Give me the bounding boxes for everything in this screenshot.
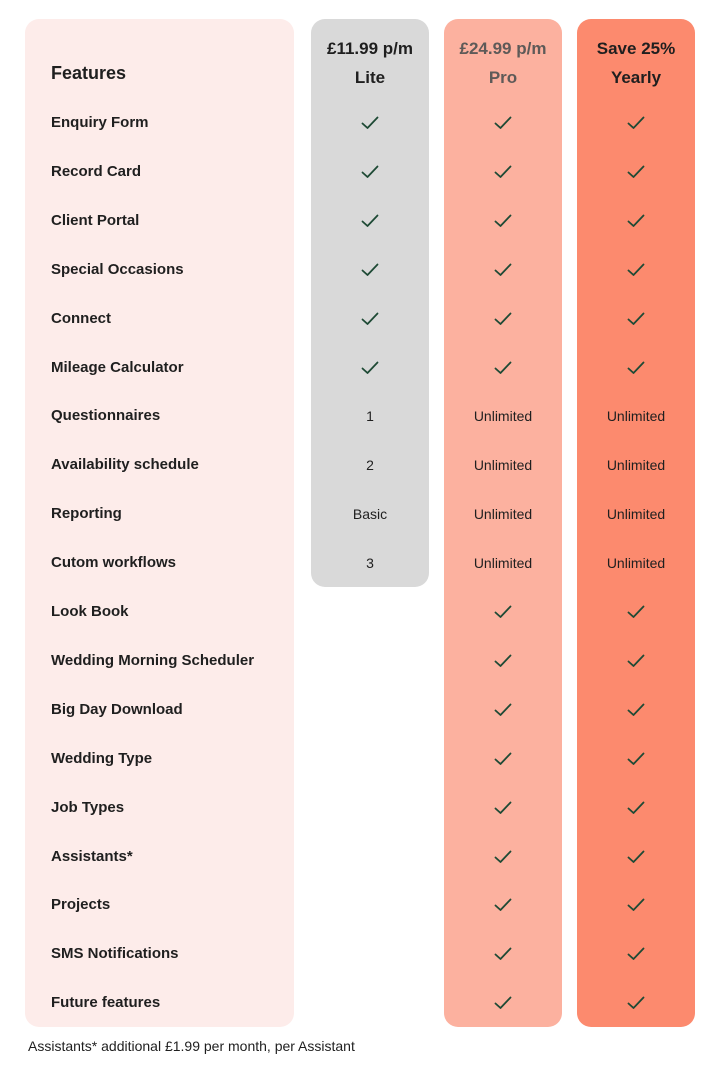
- feature-label: SMS Notifications: [51, 945, 179, 963]
- lite-value: 2: [366, 457, 374, 474]
- yearly-value: Unlimited: [606, 457, 666, 474]
- lite-value: 3: [366, 555, 374, 572]
- feature-row: [0, 600, 724, 624]
- check-icon: [444, 356, 562, 380]
- check-icon: [444, 307, 562, 331]
- feature-label: Mileage Calculator: [51, 358, 184, 376]
- check-icon: [577, 160, 695, 184]
- check-icon: [577, 796, 695, 820]
- feature-label: Projects: [51, 896, 111, 914]
- check-icon: [444, 698, 562, 722]
- feature-row: [0, 893, 724, 917]
- check-icon: [577, 209, 695, 233]
- lite-value: 1: [366, 408, 374, 425]
- pro-value: Unlimited: [473, 555, 533, 572]
- check-icon: [577, 747, 695, 771]
- yearly-plan-price: Save 25%: [596, 39, 676, 58]
- check-icon: [577, 111, 695, 135]
- check-icon: [577, 600, 695, 624]
- feature-label: Reporting: [51, 505, 122, 523]
- feature-row: [0, 698, 724, 722]
- pro-plan-price: £24.99 p/m: [459, 39, 547, 58]
- pro-value: Unlimited: [473, 506, 533, 523]
- check-icon: [577, 356, 695, 380]
- feature-row: [0, 404, 724, 428]
- feature-row: [0, 502, 724, 526]
- feature-label: Record Card: [51, 162, 142, 180]
- feature-label: Look Book: [51, 603, 129, 620]
- check-icon: [444, 649, 562, 673]
- feature-label: Wedding Type: [51, 749, 153, 767]
- check-icon: [444, 160, 562, 184]
- pro-value: Unlimited: [473, 408, 533, 425]
- pro-plan-header: [444, 34, 562, 92]
- check-icon: [444, 111, 562, 135]
- pro-value: Unlimited: [473, 457, 533, 474]
- feature-row: [0, 453, 724, 477]
- check-icon: [577, 991, 695, 1015]
- check-icon: [577, 893, 695, 917]
- check-icon: [311, 209, 429, 233]
- check-icon: [444, 747, 562, 771]
- check-icon: [444, 845, 562, 869]
- lite-plan-header: [311, 34, 429, 92]
- check-icon: [311, 307, 429, 331]
- feature-label: Enquiry Form: [51, 114, 149, 131]
- assistants-footnote: Assistants* additional £1.99 per month, per Assistant: [28, 1038, 355, 1054]
- features-title: Features: [51, 63, 127, 83]
- yearly-plan-name: Yearly: [610, 68, 662, 87]
- check-icon: [577, 258, 695, 282]
- check-icon: [311, 111, 429, 135]
- check-icon: [311, 160, 429, 184]
- check-icon: [444, 209, 562, 233]
- feature-row: [0, 796, 724, 820]
- lite-value: Basic: [352, 506, 388, 523]
- yearly-value: Unlimited: [606, 506, 666, 523]
- check-icon: [444, 258, 562, 282]
- check-icon: [444, 600, 562, 624]
- feature-row: [0, 551, 724, 575]
- feature-row: [0, 747, 724, 771]
- check-icon: [577, 307, 695, 331]
- check-icon: [577, 698, 695, 722]
- feature-row: [0, 307, 724, 331]
- lite-plan-price: £11.99 p/m: [326, 39, 413, 58]
- lite-plan-name: Lite: [354, 68, 386, 87]
- feature-label: Connect: [51, 309, 111, 327]
- feature-row: [0, 209, 724, 233]
- feature-label: Special Occasions: [51, 260, 184, 278]
- feature-row: [0, 991, 724, 1015]
- feature-row: [0, 160, 724, 184]
- check-icon: [444, 796, 562, 820]
- yearly-value: Unlimited: [606, 408, 666, 425]
- feature-label: Client Portal: [51, 211, 140, 229]
- feature-label: Big Day Download: [51, 700, 183, 718]
- feature-label: Future features: [51, 994, 161, 1012]
- feature-row: [0, 258, 724, 282]
- feature-row: [0, 942, 724, 966]
- pro-plan-name: Pro: [488, 68, 518, 87]
- yearly-plan-header: [577, 34, 695, 92]
- check-icon: [311, 258, 429, 282]
- check-icon: [444, 942, 562, 966]
- check-icon: [577, 942, 695, 966]
- check-icon: [311, 356, 429, 380]
- feature-label: Questionnaires: [51, 407, 161, 425]
- feature-row: [0, 845, 724, 869]
- check-icon: [444, 893, 562, 917]
- check-icon: [577, 649, 695, 673]
- feature-row: [0, 111, 724, 135]
- feature-label: Wedding Morning Scheduler: [51, 651, 255, 669]
- feature-row: [0, 356, 724, 380]
- yearly-value: Unlimited: [606, 555, 666, 572]
- feature-row: [0, 649, 724, 673]
- feature-label: Job Types: [51, 798, 125, 816]
- check-icon: [444, 991, 562, 1015]
- feature-label: Cutom workflows: [51, 554, 177, 572]
- feature-label: Availability schedule: [51, 456, 199, 474]
- feature-label: Assistants*: [51, 847, 133, 865]
- check-icon: [577, 845, 695, 869]
